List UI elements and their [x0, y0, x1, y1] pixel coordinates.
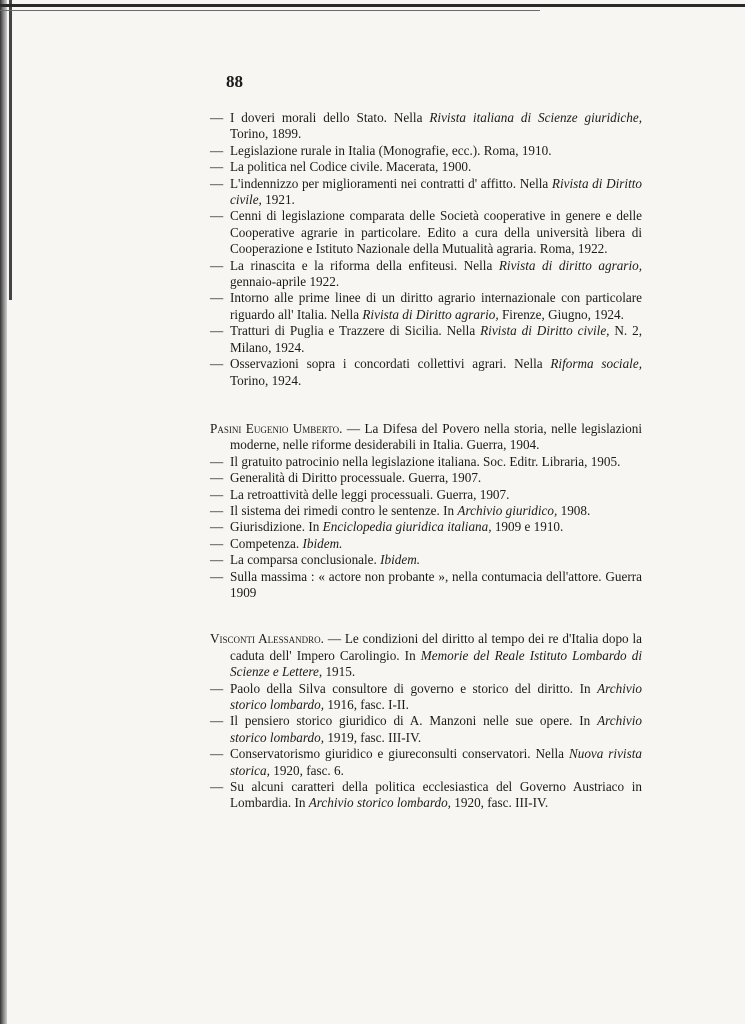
journal-title: Archivio storico lombardo, [230, 713, 642, 745]
dash-marker: — [210, 290, 224, 306]
dash-marker: — [210, 746, 224, 762]
list-item [210, 503, 642, 519]
list-item [210, 159, 642, 175]
entry-publication: gennaio-aprile 1922. [230, 274, 340, 290]
entry-publication: Firenze, Giugno, 1924. [498, 306, 624, 322]
scan-top-rule [0, 4, 745, 7]
list-item [210, 258, 642, 291]
entry-text: I doveri morali dello Stato. Nella [230, 110, 430, 125]
entry-text: Su alcuni caratteri della politica ecclesiastica del Governo Austriaco in Lombardia. In [230, 779, 642, 811]
dash-marker: — [210, 470, 224, 486]
list-item [210, 487, 642, 503]
journal-title: Rivista di diritto agrario, [498, 257, 642, 273]
entry-publication: 1920, fasc. III-IV. [450, 795, 549, 811]
entry-text: Giurisdizione. In [230, 519, 323, 535]
list-item [210, 681, 642, 714]
section-spacer [210, 389, 642, 421]
entry-text: Tratturi di Puglia e Trazzere di Sicilia. Nella [230, 323, 481, 339]
dash-marker: — [210, 680, 224, 696]
section-spacer [210, 601, 642, 631]
bibliography-section-visconti [210, 631, 642, 811]
scan-binding-shadow [9, 0, 12, 300]
entry-text: Cenni di legislazione comparata delle Società cooperative in genere e delle Cooperative agrarie in particolare. Edito a cura della università libera di Cooperazione e Istituto Nazionale della Mutualità agraria. Roma, 1922. [230, 208, 642, 257]
entry-text: Sulla massima : « actore non probante », nella contumacia dell'attore. Guerra 1909 [230, 568, 642, 600]
entry-text: Osservazioni sopra i concordati collettivi agrari. Nella [230, 356, 551, 372]
list-item [210, 713, 642, 746]
dash-marker: — [210, 713, 224, 729]
journal-title: Enciclopedia giuridica italiana, [322, 519, 492, 535]
list-item [210, 290, 642, 323]
entry-text: Il pensiero storico giuridico di A. Manzoni nelle sue opere. In [230, 713, 598, 729]
journal-title: Nuova rivista storica, [230, 746, 642, 778]
entry-publication: 1909 e 1910. [491, 519, 564, 535]
entry-text: Conservatorismo giuridico e giureconsulti conservatori. Nella [230, 746, 569, 762]
author-name: Pasini Eugenio Umberto. [210, 420, 343, 436]
scan-left-edge [0, 0, 7, 1024]
entry-publication: N. 2, Milano, 1924. [230, 323, 643, 355]
list-item [210, 779, 642, 812]
dash-marker: — [210, 208, 224, 224]
entry-text: Il sistema dei rimedi contro le sentenze. In [230, 502, 458, 518]
dash-marker: — [210, 142, 224, 158]
author-entry [210, 421, 642, 454]
list-item [210, 356, 642, 389]
list-item [210, 536, 642, 552]
entry-text: Intorno alle prime linee di un diritto agrario internazionale con particolare riguardo all' Italia. Nella [230, 290, 642, 322]
list-item [210, 470, 642, 486]
entry-text: La politica nel Codice civile. Macerata, 1900. [230, 159, 472, 175]
dash-marker: — [210, 486, 224, 502]
scan-top-rule-thin [0, 10, 540, 11]
author-name: Visconti Alessandro. [210, 631, 324, 647]
entry-publication: 1908. [557, 502, 591, 518]
journal-title: Rivista italiana di Scienze giuridiche, [429, 110, 642, 125]
list-item [210, 746, 642, 779]
dash-marker: — [210, 453, 224, 469]
entry-text: La rinascita e la riforma della enfiteusi. Nella [230, 257, 499, 273]
journal-title: Rivista di Diritto agrario, [362, 306, 499, 322]
author-entry [210, 631, 642, 680]
list-item [210, 519, 642, 535]
list-item [210, 454, 642, 470]
dash-marker: — [210, 779, 224, 795]
dash-marker: — [210, 568, 224, 584]
entry-text: La comparsa conclusionale. [230, 552, 381, 568]
entry-publication: 1916, fasc. I-II. [324, 697, 409, 712]
entry-text: Competenza. [230, 535, 303, 551]
dash-marker: — [210, 175, 224, 191]
journal-title: Riforma sociale, [550, 356, 642, 372]
list-item [210, 208, 642, 257]
journal-title: Rivista di Diritto civile, [230, 175, 642, 208]
entry-text: L'indennizzo per miglioramenti nei contratti d' affitto. Nella [230, 175, 552, 191]
journal-title: Archivio giuridico, [457, 502, 558, 518]
entry-text: — La Difesa del Povero nella storia, nelle legislazioni moderne, nelle riforme desiderabili in Italia. Guerra, 1904. [230, 420, 642, 453]
journal-title: Ibidem. [380, 552, 421, 568]
page-number: 88 [226, 72, 243, 91]
entry-text: La retroattività delle leggi processuali. Guerra, 1907. [230, 486, 510, 502]
dash-marker: — [210, 323, 224, 339]
entry-text: — Le condizioni del diritto al tempo dei re d'Italia dopo la caduta dell' Impero Carolingio. In [230, 631, 642, 663]
entry-text: Generalità di Diritto processuale. Guerra, 1907. [230, 470, 482, 486]
dash-marker: — [210, 257, 224, 273]
journal-title: Archivio storico lombardo, [308, 795, 451, 811]
entry-text: Paolo della Silva consultore di governo e storico del diritto. In [230, 680, 598, 696]
dash-marker: — [210, 552, 224, 568]
dash-marker: — [210, 159, 224, 175]
dash-marker: — [210, 502, 224, 518]
list-item [210, 110, 642, 143]
list-item [210, 552, 642, 568]
journal-title: Archivio storico lombardo, [230, 680, 642, 712]
dash-marker: — [210, 110, 224, 125]
entry-publication: 1920, fasc. 6. [269, 762, 344, 778]
entry-publication: Torino, 1899. [230, 126, 302, 142]
dash-marker: — [210, 519, 224, 535]
entry-publication: 1915. [322, 664, 356, 680]
list-item [210, 143, 642, 159]
dash-marker: — [210, 356, 224, 372]
entry-text: Legislazione rurale in Italia (Monografie, ecc.). Roma, 1910. [230, 142, 552, 158]
list-item [210, 176, 642, 209]
list-item [210, 323, 642, 356]
entry-publication: Torino, 1924. [230, 372, 302, 388]
dash-marker: — [210, 535, 224, 551]
journal-title: Memorie del Reale Istituto Lombardo di Scienze e Lettere, [230, 647, 642, 680]
entry-publication: 1919, fasc. III-IV. [324, 729, 422, 745]
entry-publication: 1921. [261, 192, 295, 208]
bibliography-section-pasini [210, 421, 642, 601]
entry-text: Il gratuito patrocinio nella legislazione italiana. Soc. Editr. Libraria, 1905. [230, 453, 621, 469]
journal-title: Ibidem. [302, 535, 343, 551]
bibliography [210, 110, 642, 812]
list-item [210, 569, 642, 602]
journal-title: Rivista di Diritto civile, [480, 323, 610, 339]
bibliography-section-continued [210, 110, 642, 389]
